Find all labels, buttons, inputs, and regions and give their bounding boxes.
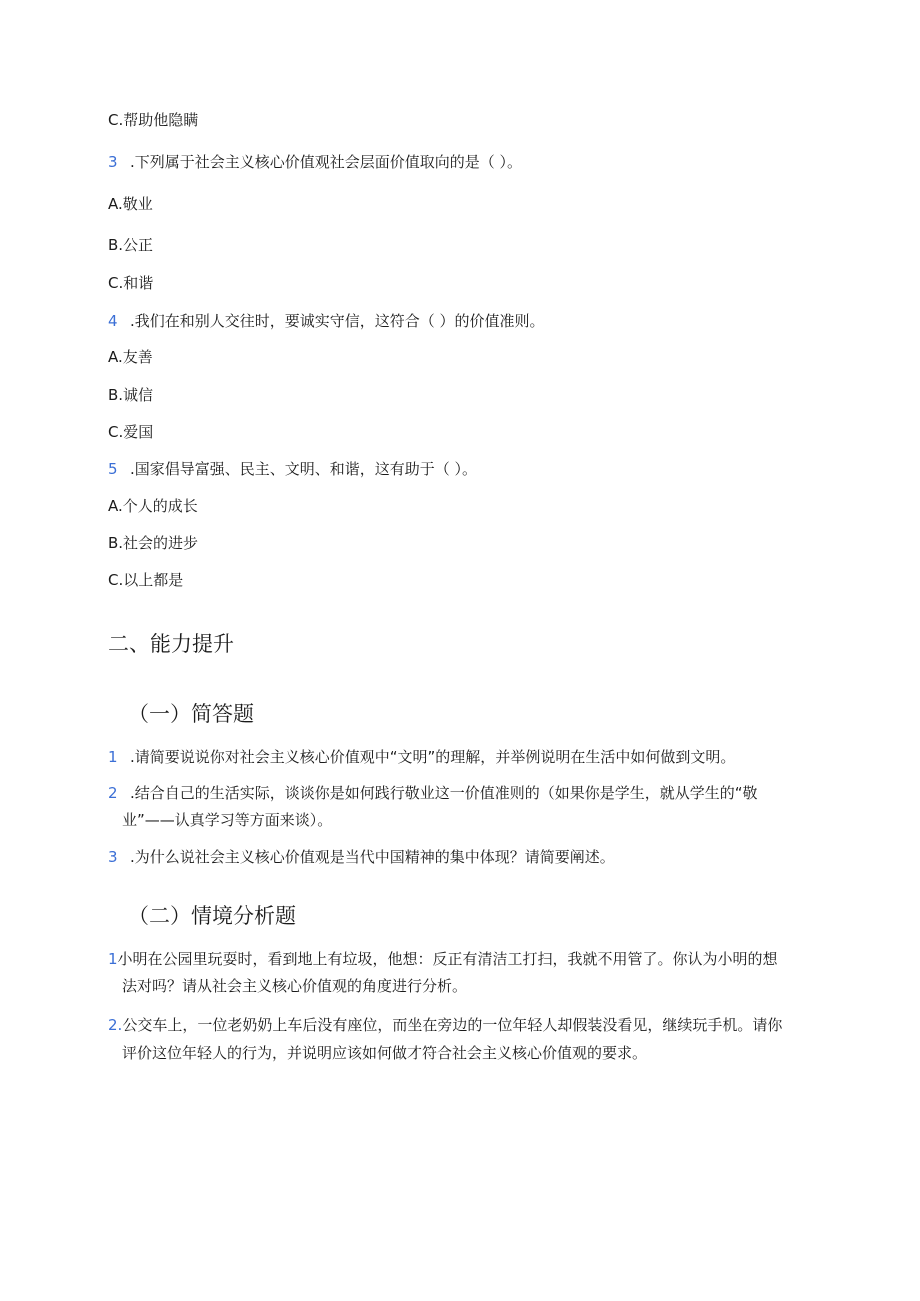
q2-option-c: C.帮助他隐瞒 bbox=[108, 111, 199, 129]
q5-option-a: A.个人的成长 bbox=[108, 497, 198, 515]
question-text: .我们在和别人交往时，要诚实守信，这符合（ ）的价值准则。 bbox=[130, 312, 545, 330]
section-title: 二、能力提升 bbox=[108, 632, 234, 656]
question-number: 4 bbox=[108, 312, 118, 330]
short-answer-1 bbox=[108, 747, 735, 767]
question-text-continued: 评价这位年轻人的行为，并说明应该如何做才符合社会主义核心价值观的要求。 bbox=[122, 1044, 648, 1062]
question-text-continued: 业”——认真学习等方面来谈）。 bbox=[122, 811, 333, 829]
q4-option-a: A.友善 bbox=[108, 348, 153, 366]
q3-option-a: A.敬业 bbox=[108, 195, 153, 213]
question-3 bbox=[108, 152, 522, 172]
question-5 bbox=[108, 459, 477, 479]
subsection-title: （二）情境分析题 bbox=[128, 904, 296, 928]
question-4 bbox=[108, 311, 545, 331]
question-number: 2. bbox=[108, 1016, 123, 1034]
question-text-continued: 法对吗？请从社会主义核心价值观的角度进行分析。 bbox=[122, 977, 468, 995]
q5-option-c: C.以上都是 bbox=[108, 571, 184, 589]
question-number: 1 bbox=[108, 950, 118, 968]
question-text: .请简要说说你对社会主义核心价值观中“文明”的理解，并举例说明在生活中如何做到文明。 bbox=[130, 748, 736, 766]
question-text: .下列属于社会主义核心价值观社会层面价值取向的是（ ）。 bbox=[130, 153, 523, 171]
question-text: 公交车上，一位老奶奶上车后没有座位，而坐在旁边的一位年轻人却假装没看见，继续玩手机。请你 bbox=[122, 1016, 783, 1034]
short-answer-2 bbox=[108, 783, 758, 803]
question-number: 5 bbox=[108, 460, 118, 478]
subsection-title: （一）简答题 bbox=[128, 702, 254, 726]
q5-option-b: B.社会的进步 bbox=[108, 534, 199, 552]
short-answer-3 bbox=[108, 847, 615, 867]
q3-option-c: C.和谐 bbox=[108, 274, 154, 292]
question-number: 3 bbox=[108, 153, 118, 171]
question-number: 2 bbox=[108, 784, 118, 802]
question-text: .结合自己的生活实际，谈谈你是如何践行敬业这一价值准则的（如果你是学生，就从学生的“敬 bbox=[130, 784, 758, 802]
question-text: .国家倡导富强、民主、文明、和谐，这有助于（ ）。 bbox=[130, 460, 478, 478]
question-number: 3 bbox=[108, 848, 118, 866]
q4-option-b: B.诚信 bbox=[108, 386, 154, 404]
question-number: 1 bbox=[108, 748, 118, 766]
scenario-1 bbox=[108, 949, 778, 969]
q3-option-b: B.公正 bbox=[108, 236, 154, 254]
question-text: .为什么说社会主义核心价值观是当代中国精神的集中体现？请简要阐述。 bbox=[130, 848, 615, 866]
question-text: 小明在公园里玩耍时，看到地上有垃圾，他想：反正有清洁工打扫，我就不用管了。你认为小明的想 bbox=[117, 950, 778, 968]
q4-option-c: C.爱国 bbox=[108, 423, 154, 441]
scenario-2 bbox=[108, 1015, 782, 1035]
